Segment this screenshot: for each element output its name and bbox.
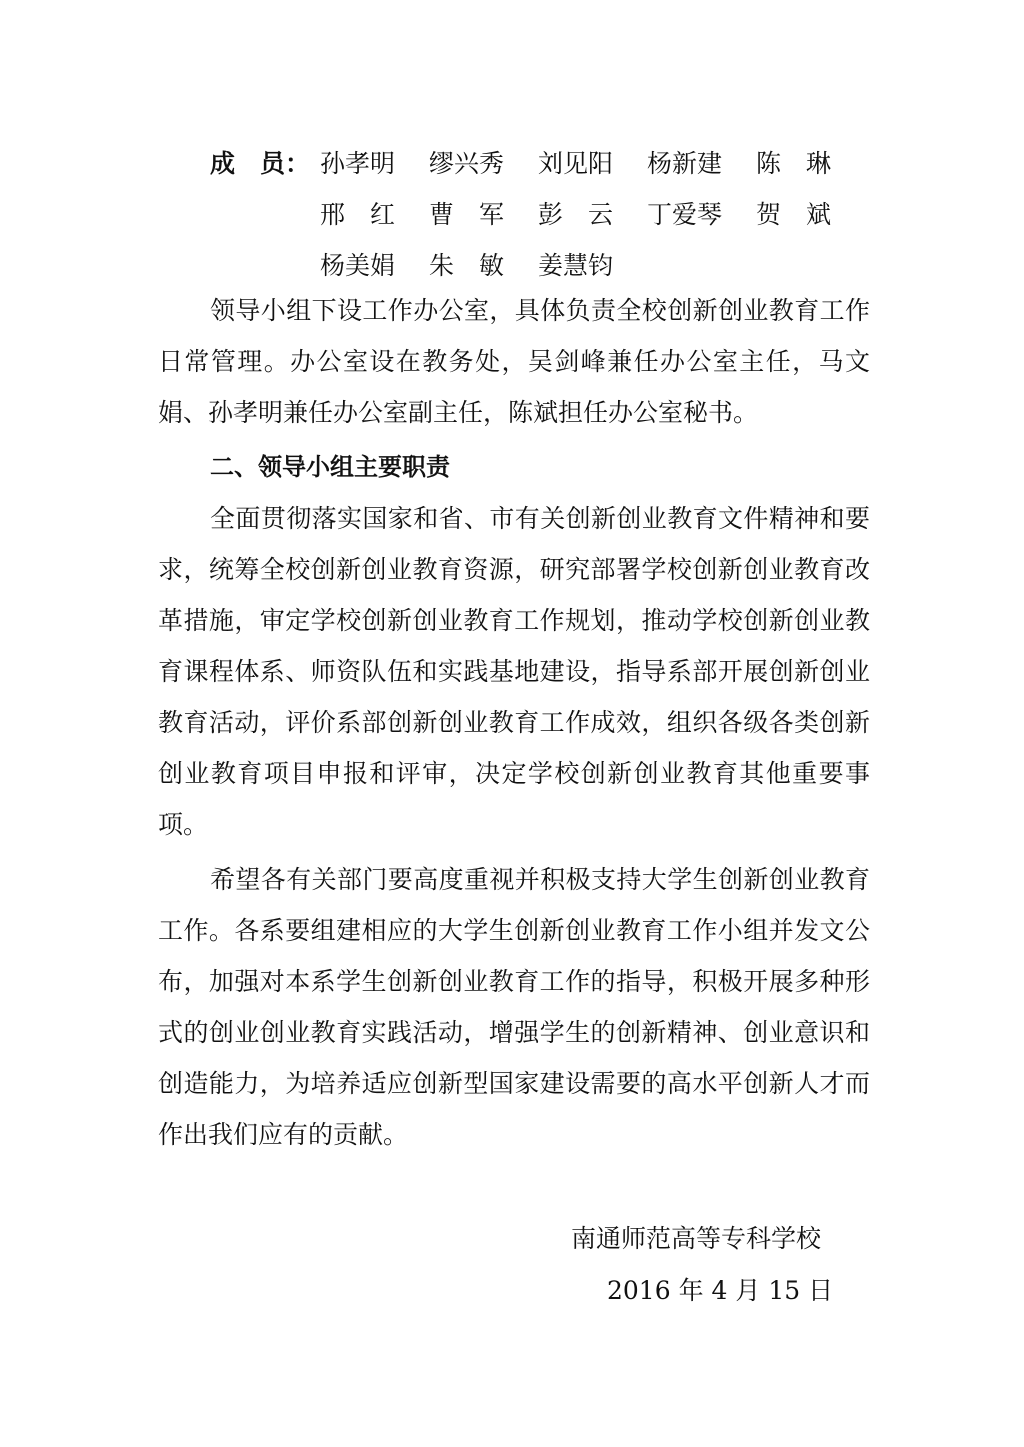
- members-label: 成 员：: [210, 148, 311, 178]
- member-name: 贺 斌: [756, 199, 832, 229]
- members-row-2: [210, 187, 870, 238]
- duties-paragraph: 全面贯彻落实国家和省、市有关创新创业教育文件精神和要求，统筹全校创新创业教育资源，研究部署学校创新创业教育改革措施，审定学校创新创业教育工作规划，推动学校创新创业教育课程体系、师资队伍和实践基地建设，指导系部开展创新创业教育活动，评价系部创新创业教育工作成效，组织各级各类创新创业教育项目申报和评审，决定学校创新创业教育其他重要事项。: [158, 504, 870, 839]
- member-name: 姜慧钧: [538, 250, 614, 280]
- signature-date: 2016 年 4 月 15 日: [607, 1276, 834, 1305]
- member-name: 杨新建: [647, 148, 723, 178]
- member-name: 曹 军: [429, 199, 505, 229]
- member-name: 杨美娟: [320, 250, 396, 280]
- section-heading: 二、领导小组主要职责: [210, 453, 450, 481]
- member-name: 缪兴秀: [429, 148, 505, 178]
- member-name: 朱 敏: [429, 250, 505, 280]
- member-name: 刘见阳: [538, 148, 614, 178]
- members-row-1: [210, 136, 870, 187]
- member-name: 孙孝明: [320, 148, 396, 178]
- member-name: 彭 云: [538, 199, 614, 229]
- member-name: 丁爱琴: [647, 199, 723, 229]
- member-name: 邢 红: [320, 199, 396, 229]
- members-list: [210, 136, 870, 289]
- signature-organization: 南通师范高等专科学校: [571, 1224, 822, 1253]
- office-paragraph: 领导小组下设工作办公室，具体负责全校创新创业教育工作日常管理。办公室设在教务处，吴剑峰兼任办公室主任，马文娟、孙孝明兼任办公室副主任，陈斌担任办公室秘书。: [158, 296, 870, 427]
- member-name: 陈 琳: [756, 148, 832, 178]
- hope-paragraph: 希望各有关部门要高度重视并积极支持大学生创新创业教育工作。各系要组建相应的大学生创新创业教育工作小组并发文公布，加强对本系学生创新创业教育工作的指导，积极开展多种形式的创业创业教育实践活动，增强学生的创新精神、创业意识和创造能力，为培养适应创新型国家建设需要的高水平创新人才而作出我们应有的贡献。: [158, 865, 870, 1149]
- members-row-3: [210, 238, 870, 289]
